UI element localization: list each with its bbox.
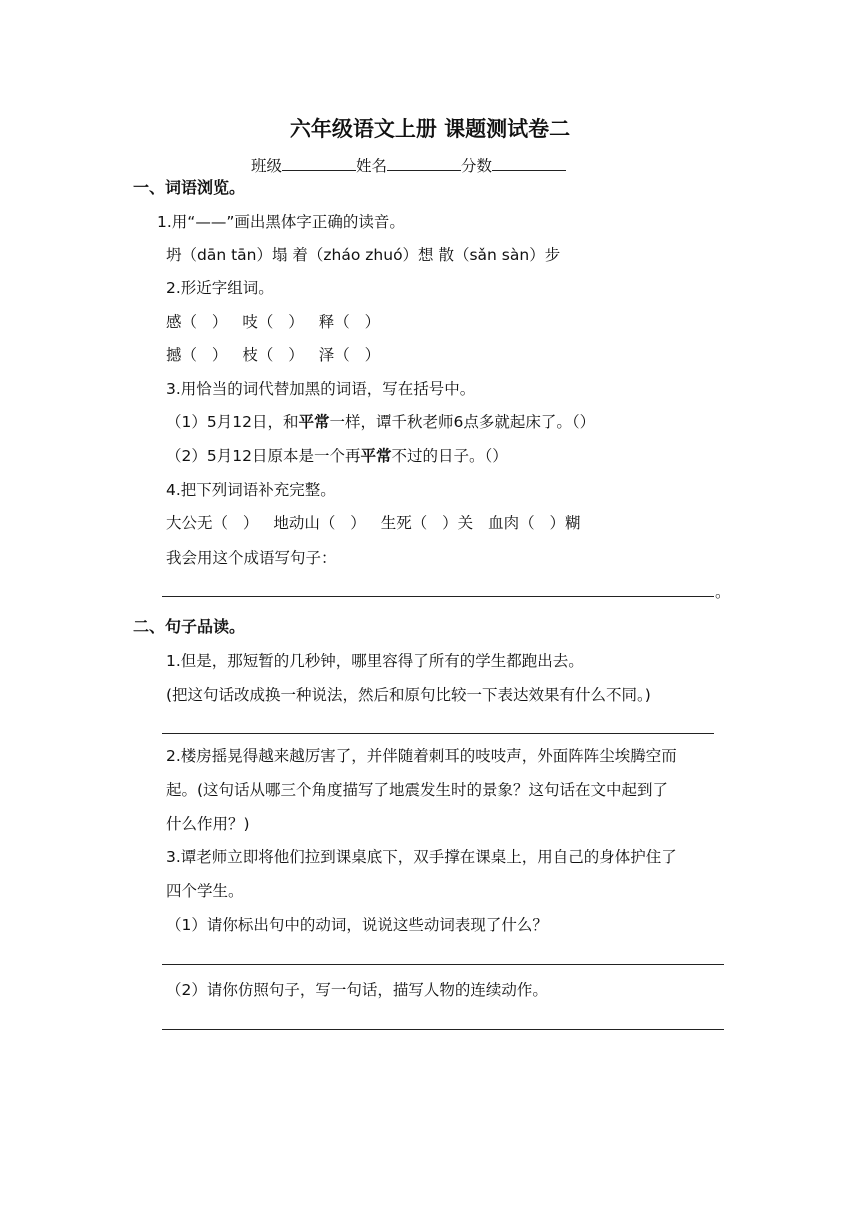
s1-q3-item2-bold-word: 平常: [360, 447, 392, 465]
s1-q4-answer-line[interactable]: [162, 596, 714, 597]
s1-q3-item2-post: 不过的日子。（）: [391, 447, 508, 465]
s1-q4-end-mark: 。: [715, 583, 731, 601]
s1-q3-instruction: 3.用恰当的词代替加黑的词语，写在括号中。: [166, 380, 476, 398]
s2-q3-sub1: （1）请你标出句中的动词，说说这些动词表现了什么？: [166, 916, 548, 934]
name-blank[interactable]: [387, 156, 461, 171]
page-title: 六年级语文上册 课题测试卷二: [289, 117, 571, 141]
s2-q3-line1: 3.谭老师立即将他们拉到课桌底下，双手撑在课桌上，用自己的身体护住了: [166, 848, 677, 866]
s2-q2-line1: 2.楼房摇晃得越来越厉害了，并伴随着刺耳的吱吱声，外面阵阵尘埃腾空而: [166, 747, 677, 765]
score-label: 分数: [461, 157, 493, 175]
s2-q1-instruction: (把这句话改成换一种说法，然后和原句比较一下表达效果有什么不同。): [166, 686, 651, 704]
s1-q3-item2-pre: （2）5月12日原本是一个再: [166, 447, 361, 465]
s1-q1-pinyin-line: 坍（dān tān）塌 着（zháo zhuó）想 散（sǎn sàn）步: [166, 246, 561, 264]
s1-q3-item2: [166, 446, 508, 466]
s1-q1-instruction: 1.用“——”画出黑体字正确的读音。: [157, 213, 405, 231]
s2-q2-line3: 什么作用？): [166, 815, 250, 833]
s1-q4-prompt: 我会用这个成语写句子：: [166, 549, 337, 567]
section1-heading: 一、词语浏览。: [133, 178, 246, 197]
s1-q2-row1: 感（ ） 吱（ ） 释（ ）: [166, 313, 381, 331]
s1-q3-item1-pre: （1）5月12日，和: [166, 413, 299, 431]
s2-q2-line2: 起。(这句话从哪三个角度描写了地震发生时的景象？这句话在文中起到了: [166, 781, 669, 799]
score-blank[interactable]: [492, 156, 566, 171]
s2-q1-sentence: 1.但是，那短暂的几秒钟，哪里容得了所有的学生都跑出去。: [166, 652, 584, 670]
class-blank[interactable]: [282, 156, 356, 171]
name-label: 姓名: [356, 157, 388, 175]
s1-q2-row2: 撼（ ） 枝（ ） 泽（ ）: [166, 346, 381, 364]
s1-q3-item1-post: 一样，谭千秋老师6点多就起床了。（）: [329, 413, 596, 431]
section2-heading: 二、句子品读。: [133, 617, 246, 636]
s2-q3-line2: 四个学生。: [166, 882, 244, 900]
s2-q3-sub1-answer-line[interactable]: [162, 964, 724, 965]
s1-q3-item1-bold-word: 平常: [298, 413, 330, 431]
s1-q3-item1: [166, 412, 595, 432]
class-label: 班级: [251, 157, 283, 175]
s2-q3-sub2-answer-line[interactable]: [162, 1029, 724, 1030]
s2-q3-sub2: （2）请你仿照句子，写一句话，描写人物的连续动作。: [166, 981, 548, 999]
s1-q2-instruction: 2.形近字组词。: [166, 279, 274, 297]
s1-q4-idioms-line: 大公无（ ） 地动山（ ） 生死（ ）关 血肉（ ）糊: [166, 514, 581, 532]
s1-q4-instruction: 4.把下列词语补充完整。: [166, 481, 336, 499]
s2-q1-answer-line[interactable]: [162, 733, 714, 734]
student-info-line: [251, 156, 566, 176]
